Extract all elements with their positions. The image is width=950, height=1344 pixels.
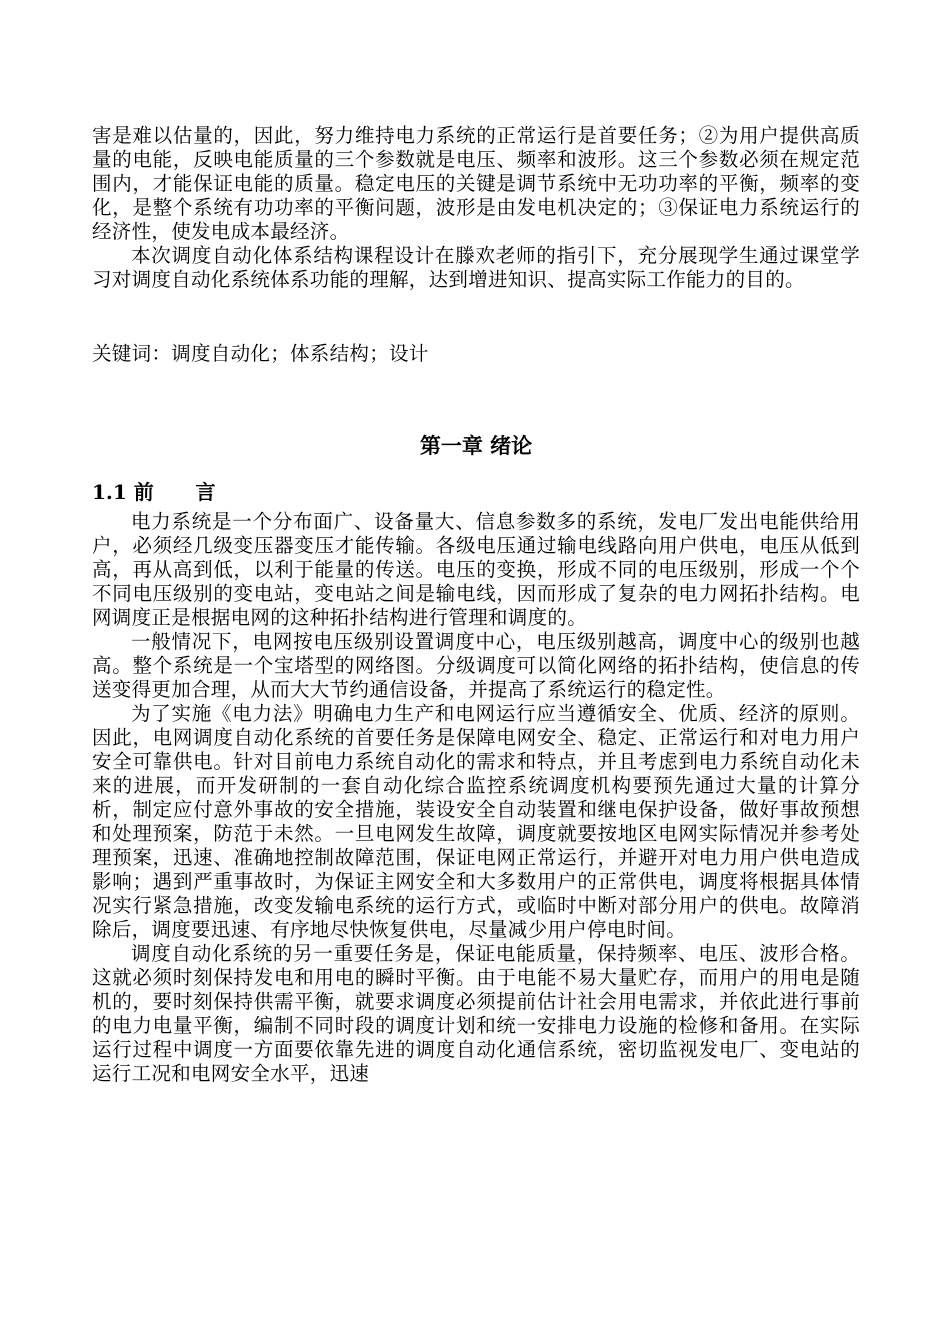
chapter-title: 第一章 绪论 (419, 433, 533, 458)
body-paragraph-4: 调度自动化系统的另一重要任务是，保证电能质量，保持频率、电压、波形合格。这就必须时刻保持发电和用电的瞬时平衡。由于电能不易大量贮存，而用户的用电是随机的，要时刻保持供需平衡，就要求调度必须提前估计社会用电需求，并依此进行事前的电力电量平衡，编制不同时段的调度计划和统一安排电力设施的检修和备用。在实际运行过程中调度一方面要依靠先进的调度自动化通信系统，密切监视发电厂、变电站的运行工况和电网安全水平，迅速 (92, 942, 860, 1085)
keywords-line: 关键词：调度自动化；体系结构；设计 (92, 342, 429, 365)
body-paragraph-2: 一般情况下，电网按电压级别设置调度中心，电压级别越高，调度中心的级别也越高。整个系统是一个宝塔型的网络图。分级调度可以简化网络的拓扑结构，使信息的传送变得更加合理，从而大大节约通信设备，并提高了系统运行的稳定性。 (92, 630, 860, 701)
document-page (92, 124, 860, 1086)
intro-paragraph-2: 本次调度自动化体系结构课程设计在滕欢老师的指引下，充分展现学生通过课堂学习对调度自动化系统体系功能的理解，达到增进知识、提高实际工作能力的目的。 (92, 244, 860, 291)
section-title: 1.1 前 言 (92, 480, 216, 504)
body-paragraph-1: 电力系统是一个分布面广、设备量大、信息参数多的系统，发电厂发出电能供给用户，必须经几级变压器变压才能传输。各级电压通过输电线路向用户供电，电压从低到高，再从高到低，以利于能量的传送。电压的变换，形成不同的电压级别，形成一个个不同电压级别的变电站，变电站之间是输电线，因而形成了复杂的电力网拓扑结构。电网调度正是根据电网的这种拓扑结构进行管理和调度的。 (92, 510, 860, 629)
body-paragraph-3: 为了实施《电力法》明确电力生产和电网运行应当遵循安全、优质、经济的原则。因此，电网调度自动化系统的首要任务是保障电网安全、稳定、正常运行和对电力用户安全可靠供电。针对目前电力系统自动化的需求和特点，并且考虑到电力系统自动化未来的进展，而开发研制的一套自动化综合监控系统调度机构要预先通过大量的计算分析，制定应付意外事故的安全措施，装设安全自动装置和继电保护设备，做好事故预想和处理预案，防范于未然。一旦电网发生故障，调度就要按地区电网实际情况并参考处理预案，迅速、准确地控制故障范围，保证电网正常运行，并避开对电力用户供电造成影响；遇到严重事故时，为保证主网安全和大多数用户的正常供电，调度将根据具体情况实行紧急措施，改变发输电系统的运行方式，或临时中断对部分用户的供电。故障消除后，调度要迅速、有序地尽快恢复供电，尽量减少用户停电时间。 (92, 702, 860, 941)
intro-paragraph-1: 害是难以估量的，因此，努力维持电力系统的正常运行是首要任务；②为用户提供高质量的电能，反映电能质量的三个参数就是电压、频率和波形。这三个参数必须在规定范围内，才能保证电能的质量。稳定电压的关键是调节系统中无功功率的平衡，频率的变化，是整个系统有功功率的平衡问题，波形是由发电机决定的；③保证电力系统运行的经济性，使发电成本最经济。 (92, 124, 860, 243)
